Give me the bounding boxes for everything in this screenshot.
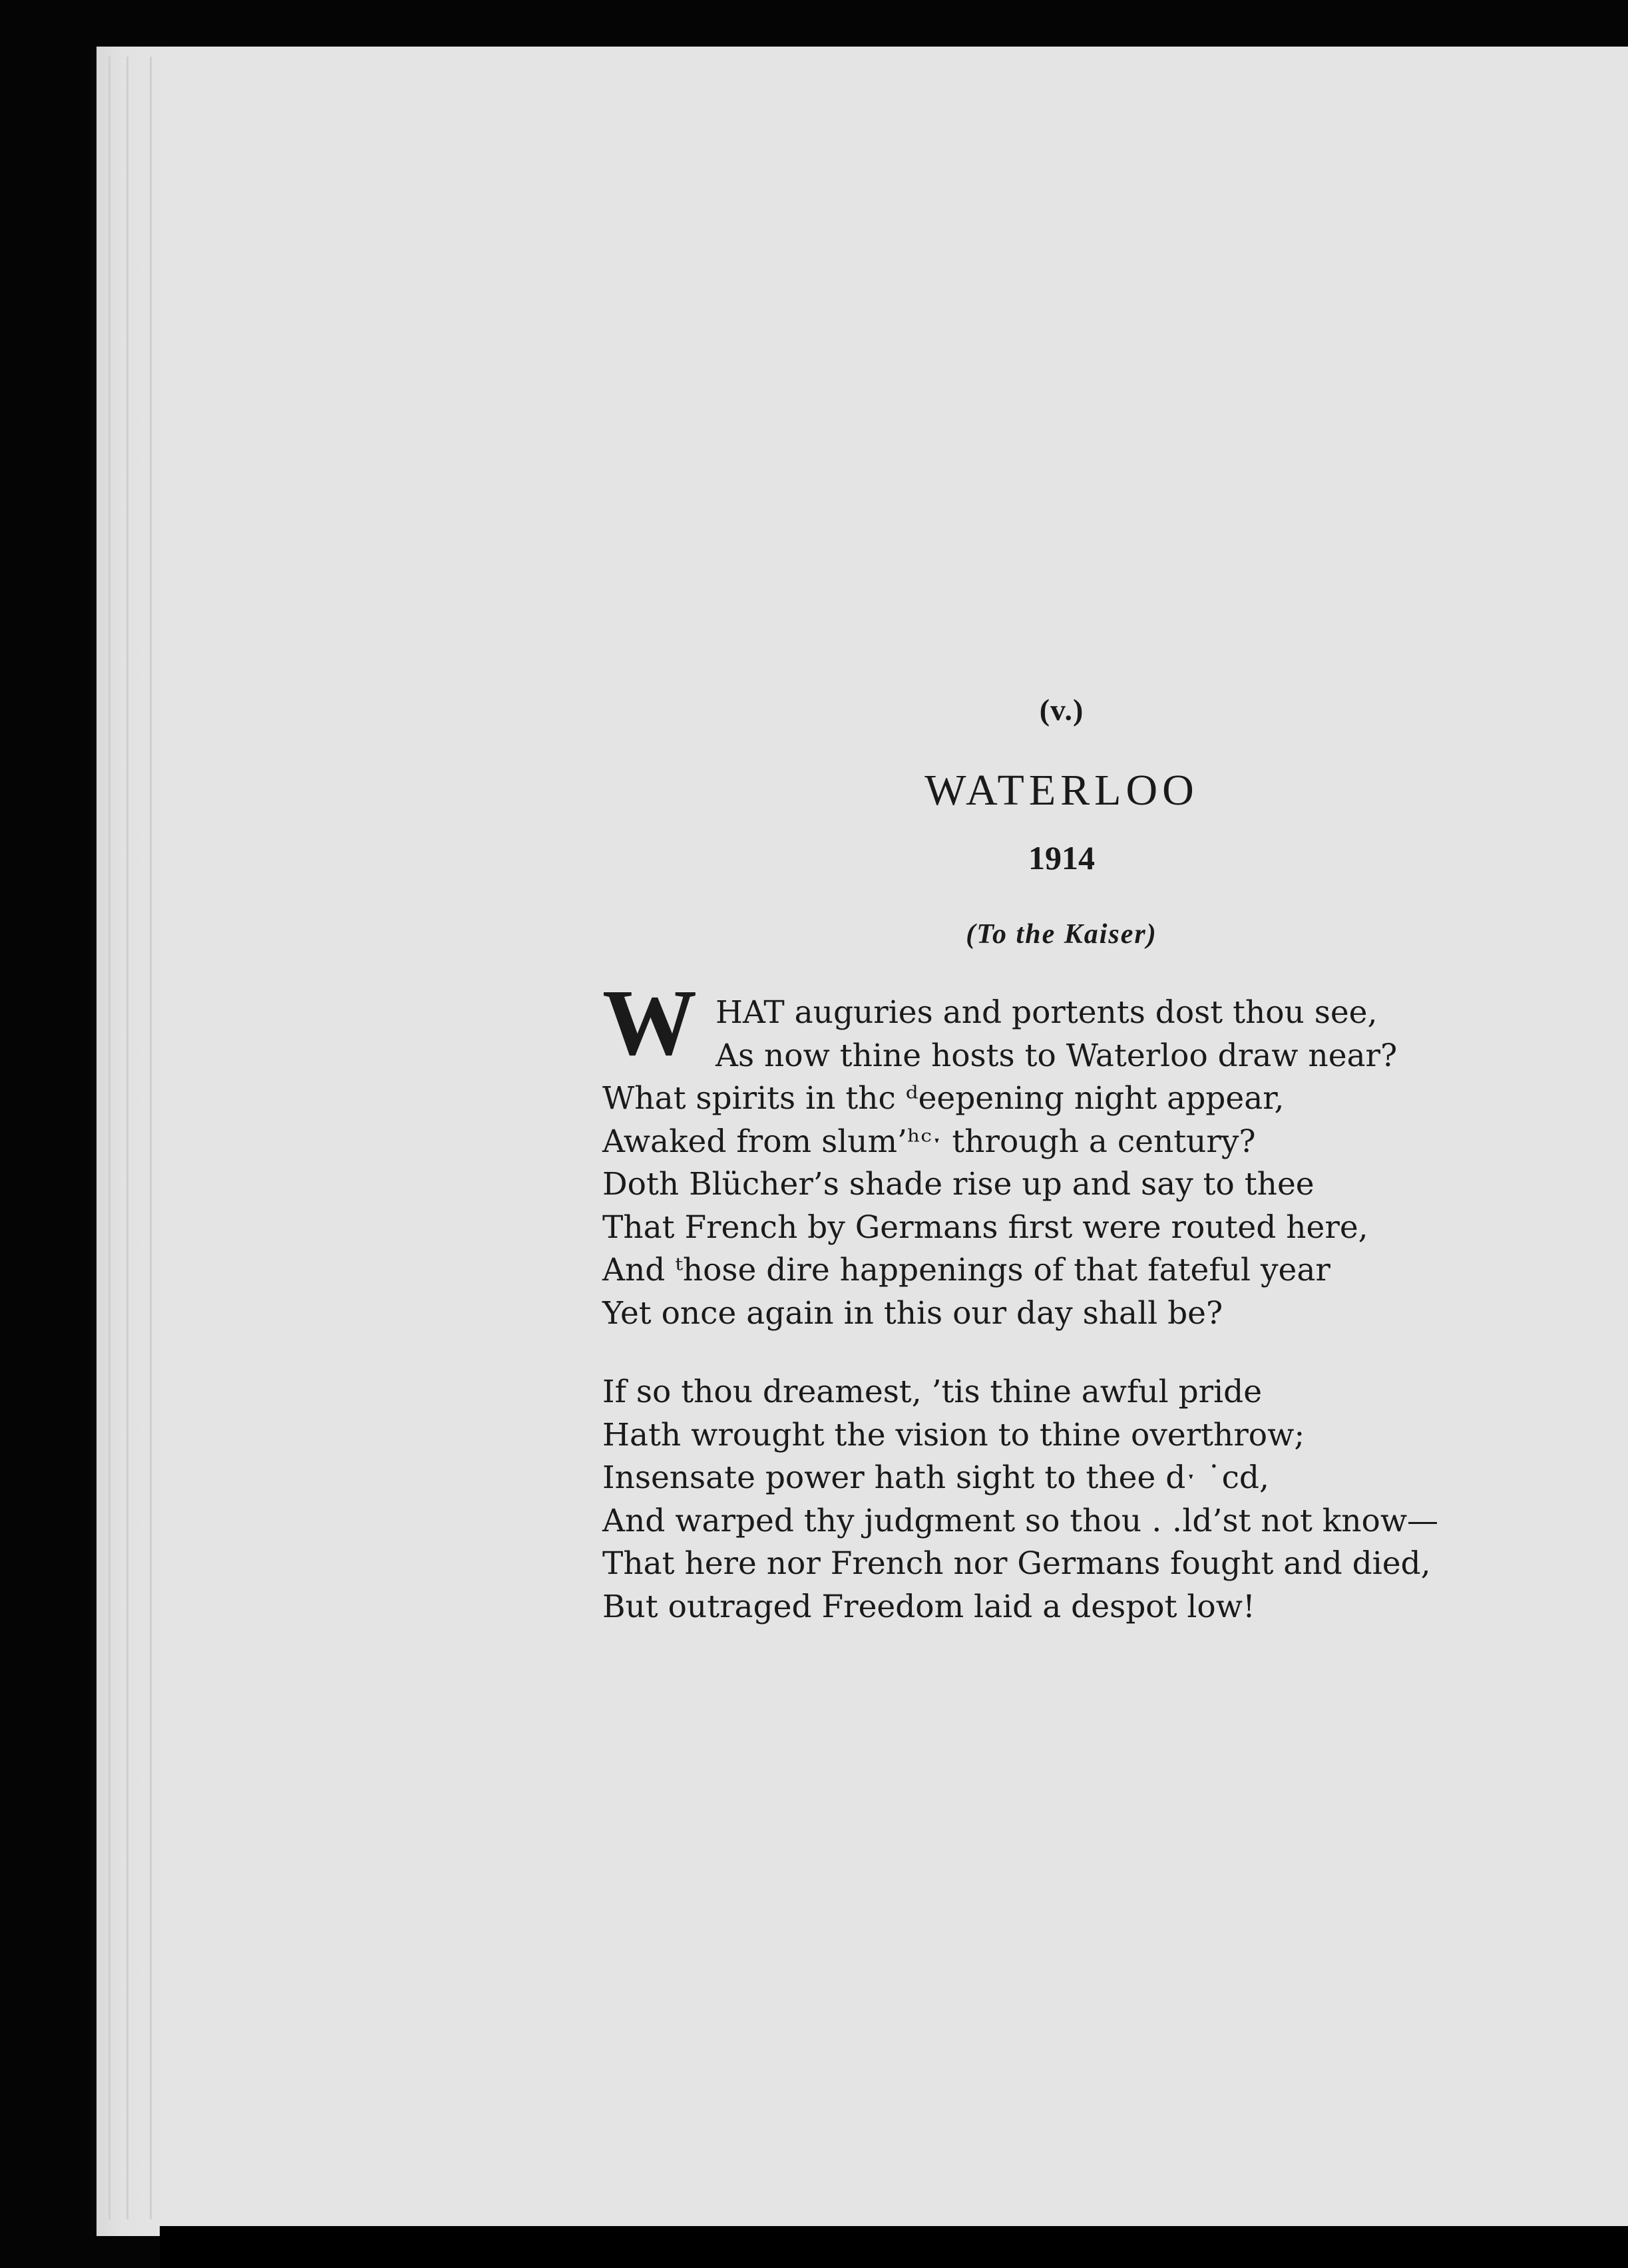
stanza <box>602 992 1601 1335</box>
scan-bottom-border <box>160 2226 1628 2268</box>
page-edge-line <box>150 57 152 2219</box>
poem-dedication: (To the Kaiser) <box>966 919 1157 950</box>
stanza <box>602 1371 1601 1628</box>
poem-line: That here nor French nor Germans fought and died, <box>602 1545 1431 1582</box>
poem-line: HAT auguries and portents dost thou see, <box>715 994 1378 1031</box>
page-edge-line <box>108 57 110 2219</box>
page-edge-line <box>126 57 128 2219</box>
poem-line: But outraged Freedom laid a despot low! <box>602 1588 1255 1625</box>
poem-line: What spirits in thc ᵈeepening night appear, <box>602 1080 1285 1117</box>
poem-line: Insensate power hath sight to thee dˑ ˙cd, <box>602 1459 1269 1496</box>
poem-line: That French by Germans first were routed here, <box>602 1209 1368 1246</box>
poem-year: 1914 <box>1028 839 1095 876</box>
poem-line: As now thine hosts to Waterloo draw near? <box>715 1037 1398 1074</box>
poem-title: WATERLOO <box>924 766 1199 815</box>
poem-line: And warped thy judgment so thou ․ ․ld’st not know— <box>602 1502 1439 1539</box>
poem-line: If so thou dreamest, ’tis thine awful pride <box>602 1374 1263 1410</box>
poem-line: And ᵗhose dire happenings of that fateful year <box>602 1252 1330 1288</box>
book-page <box>97 47 1628 2236</box>
poem-line: Awaked from slum’ʰᶜˑ through a century? <box>602 1123 1256 1160</box>
poem-line: Yet once again in this our day shall be? <box>602 1294 1223 1332</box>
drop-cap: W <box>602 970 697 1075</box>
section-number: (v.) <box>1039 693 1084 727</box>
poem-line: Hath wrought the vision to thine overthrow; <box>602 1416 1305 1453</box>
poem-line: Doth Blücher’s shade rise up and say to thee <box>602 1166 1315 1203</box>
